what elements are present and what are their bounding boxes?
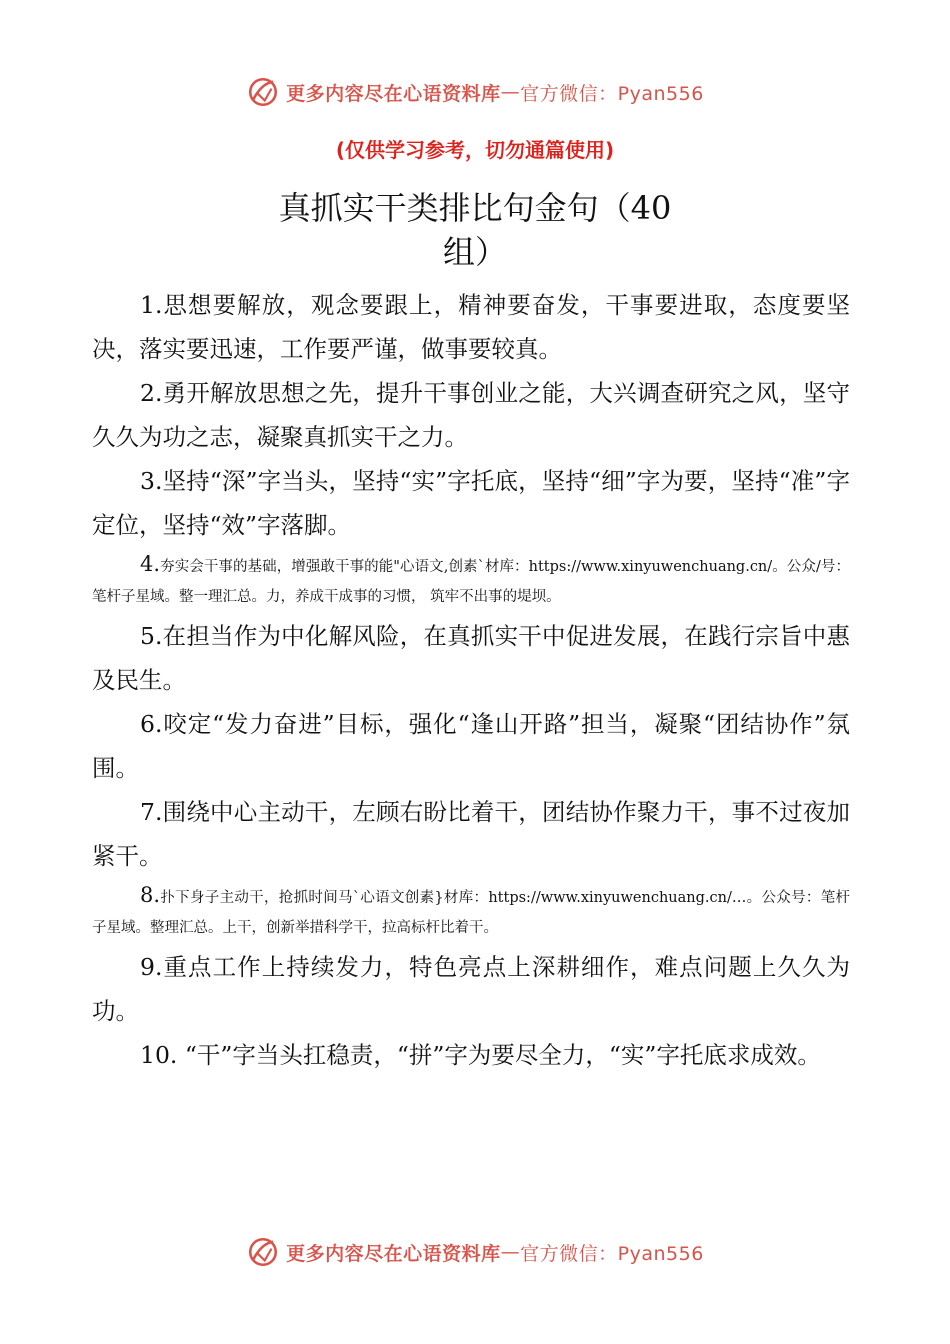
title-line-2: 组） (442, 233, 507, 271)
list-item (92, 549, 850, 612)
item-text: 扑下身子主动干，抢抓时间马`心语文创素}材库：https://www.xinyuwenchuang.cn/…。公众号：笔杆子星域。整理汇总。上干，创新举措科学干，拉高标杆比着干。 (92, 890, 850, 936)
header-separator: — (500, 81, 521, 103)
item-number: 1. (140, 291, 163, 319)
usage-notice: (仅供学习参考，切勿通篇使用) (335, 138, 615, 162)
list-item (92, 790, 850, 878)
item-text: 思想要解放，观念要跟上，精神要奋发，干事要进取，态度要坚决，落实要迅速，工作要严谨，做事要较真。 (92, 291, 850, 363)
item-text: 夯实会干事的基础，增强敢干事的能"心语文,创素`材库：https://www.xinyuwenchuang.cn/。公众/号：笔杆子星域。整一理汇总。力，养成干成事的习惯， 筑牢不出事的堤坝。 (92, 559, 850, 605)
list-item (92, 614, 850, 702)
list-item (92, 702, 850, 790)
list-item (92, 371, 850, 459)
list-item (92, 459, 850, 547)
item-text: 在担当作为中化解风险，在真抓实干中促进发展，在践行宗旨中惠及民生。 (92, 622, 850, 694)
list-item (92, 1033, 850, 1077)
page-title (250, 186, 700, 274)
xinyu-logo-icon (246, 75, 280, 109)
list-item (92, 945, 850, 1033)
item-text: 咬定“发力奋进”目标，强化“逢山开路”担当，凝聚“团结协作”氛围。 (92, 710, 850, 782)
item-number: 9. (140, 953, 163, 981)
sentence-list (92, 283, 850, 1077)
wechat-text: 官方微信：Pyan556 (520, 82, 704, 105)
item-text: 重点工作上持续发力，特色亮点上深耕细作，难点问题上久久为功。 (92, 953, 850, 1025)
title-line-1: 真抓实干类排比句金句（40 (278, 189, 672, 227)
brand-text: 更多内容尽在心语资料库 (286, 82, 501, 105)
item-text: “干”字当头扛稳责，“拼”字为要尽全力，“实”字托底求成效。 (177, 1041, 821, 1069)
item-text: 围绕中心主动干，左顾右盼比着干，团结协作聚力干，事不过夜加紧干。 (92, 798, 850, 870)
item-number: 8. (140, 883, 161, 907)
list-item (92, 283, 850, 371)
brand-text: 更多内容尽在心语资料库 (286, 1242, 501, 1265)
item-number: 3. (140, 467, 163, 495)
item-text: 坚持“深”字当头，坚持“实”字托底，坚持“细”字为要，坚持“准”字定位，坚持“效”字落脚。 (92, 467, 850, 539)
item-number: 6. (140, 710, 163, 738)
item-number: 4. (140, 552, 161, 576)
item-text: 勇开解放思想之先，提升干事创业之能，大兴调查研究之风，坚守久久为功之志，凝聚真抓实干之力。 (92, 379, 850, 451)
item-number: 7. (140, 798, 163, 826)
item-number: 10. (140, 1041, 178, 1069)
header-watermark (0, 72, 950, 112)
footer-watermark (0, 1232, 950, 1272)
wechat-text: 官方微信：Pyan556 (520, 1242, 704, 1265)
xinyu-logo-icon (246, 1235, 280, 1269)
header-separator: — (500, 1241, 521, 1263)
item-number: 5. (140, 622, 163, 650)
item-number: 2. (140, 379, 163, 407)
list-item (92, 880, 850, 943)
